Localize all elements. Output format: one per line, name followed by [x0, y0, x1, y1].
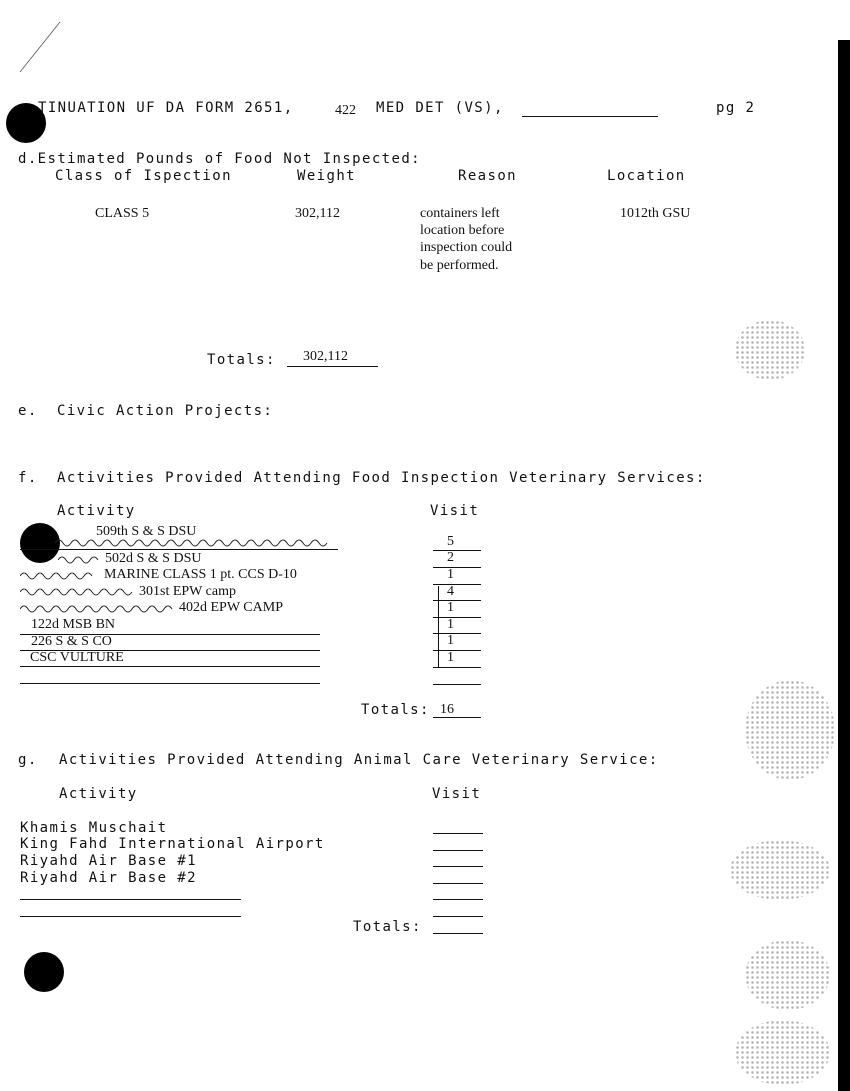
- section-g-visit-line: [433, 883, 483, 884]
- section-d-weight-value: 302,112: [295, 206, 340, 221]
- section-g-col-visit: Visit: [432, 786, 482, 802]
- section-e-letter: e.: [18, 403, 38, 419]
- section-g-visit-line: [433, 866, 483, 867]
- section-g-row-activity: King Fahd International Airport: [20, 836, 325, 852]
- section-d-totals-line: [287, 366, 378, 367]
- section-d-totals-value: 302,112: [303, 349, 348, 364]
- section-f-row-visit: 5: [447, 534, 454, 549]
- section-f-row-activity: 226 S & S CO: [31, 634, 112, 649]
- section-d-col-reason: Reason: [458, 168, 517, 184]
- section-g-row-activity: Khamis Muschait: [20, 820, 168, 836]
- section-f-activity-line: [20, 683, 320, 684]
- section-f-row-visit: 1: [447, 617, 454, 632]
- section-g-visit-line: [433, 916, 483, 917]
- section-f-row-visit: 1: [447, 650, 454, 665]
- section-f-row-activity: 301st EPW camp: [139, 584, 236, 599]
- struck-out-typing: [20, 570, 100, 582]
- section-f-col-activity: Activity: [57, 503, 136, 519]
- section-d-totals-label: Totals:: [207, 352, 276, 368]
- section-e-title: Civic Action Projects:: [57, 403, 274, 419]
- section-f-activity-line: [20, 549, 338, 550]
- section-f-visit-line: [433, 650, 481, 651]
- section-f-visit-line: [433, 633, 481, 634]
- section-f-totals-label: Totals:: [361, 702, 430, 718]
- struck-out-typing: [20, 603, 176, 615]
- section-d-col-location: Location: [607, 168, 686, 184]
- section-f-totals-value: 16: [440, 702, 454, 717]
- scan-edge-bar: [838, 40, 850, 1091]
- section-d-reason-line: inspection could: [420, 240, 513, 255]
- section-f-visit-line: [433, 600, 481, 601]
- section-f-visit-line: [433, 550, 481, 551]
- section-f-letter: f.: [18, 470, 38, 486]
- section-d-class-value: CLASS 5: [95, 206, 150, 221]
- section-d-reason-line: containers left: [420, 206, 500, 221]
- section-g-totals-label: Totals:: [353, 919, 422, 935]
- section-g-row-activity: Riyahd Air Base #2: [20, 870, 197, 886]
- section-f-totals-line: [433, 717, 481, 718]
- form-title: TINUATION UF DA FORM 2651,: [38, 100, 294, 116]
- section-f-visit-line: [433, 667, 481, 668]
- section-g-letter: g.: [18, 752, 38, 768]
- section-f-row-visit: 1: [447, 567, 454, 582]
- section-f-row-activity: CSC VULTURE: [30, 650, 124, 665]
- section-d-col-weight: Weight: [297, 168, 356, 184]
- section-f-row-visit: 2: [447, 550, 454, 565]
- scan-noise: [735, 1020, 830, 1085]
- section-f-activity-line: [20, 650, 320, 651]
- section-f-row-activity: MARINE CLASS 1 pt. CCS D-10: [104, 567, 297, 582]
- unit-number: 422: [335, 103, 356, 118]
- page-label: pg 2: [716, 100, 756, 116]
- scan-scratch-mark: [18, 20, 78, 75]
- scan-noise: [745, 940, 830, 1010]
- section-f-title: Activities Provided Attending Food Inspection Veterinary Services:: [57, 470, 706, 486]
- section-g-title: Activities Provided Attending Animal Care Veterinary Service:: [59, 752, 659, 768]
- section-d-col-class: Class of Ispection: [55, 168, 232, 184]
- section-d-location-value: 1012th GSU: [620, 206, 691, 221]
- section-f-visit-line: [433, 617, 481, 618]
- section-g-visit-line: [433, 833, 483, 834]
- section-g-activity-line: [20, 916, 241, 917]
- section-f-activity-line: [20, 634, 320, 635]
- section-g-col-activity: Activity: [59, 786, 138, 802]
- punch-hole-middle: [20, 523, 60, 563]
- section-g-totals-line: [433, 933, 483, 934]
- punch-hole-bottom: [24, 952, 64, 992]
- section-g-visit-line: [433, 850, 483, 851]
- section-g-row-activity: Riyahd Air Base #1: [20, 853, 197, 869]
- section-d-title: d.Estimated Pounds of Food Not Inspected:: [18, 151, 421, 167]
- section-g-visit-line: [433, 899, 483, 900]
- struck-out-typing: [20, 586, 136, 598]
- section-f-row-visit: 1: [447, 600, 454, 615]
- section-g-activity-line: [20, 899, 241, 900]
- scan-noise: [745, 680, 835, 780]
- section-f-visit-line: [433, 567, 481, 568]
- section-f-row-activity: 402d EPW CAMP: [179, 600, 283, 615]
- section-f-row-activity: 122d MSB BN: [31, 617, 116, 632]
- section-f-visit-line: [433, 684, 481, 685]
- section-f-col-visit: Visit: [430, 503, 480, 519]
- section-f-visit-line: [433, 584, 481, 585]
- scan-noise: [735, 320, 805, 380]
- struck-out-typing: [58, 554, 102, 566]
- section-f-row-activity: 509th S & S DSU: [96, 524, 197, 539]
- section-f-row-visit: 1: [447, 633, 454, 648]
- section-f-row-activity: 502d S & S DSU: [105, 551, 202, 566]
- header-blank-line: [522, 116, 658, 117]
- unit-name: MED DET (VS),: [376, 100, 504, 116]
- section-f-activity-line: [20, 666, 320, 667]
- section-f-visit-column-edge: [438, 586, 439, 668]
- scan-noise: [730, 840, 830, 900]
- section-f-row-visit: 4: [447, 584, 454, 599]
- section-d-reason-line: location before: [420, 223, 505, 238]
- section-d-reason-line: be performed.: [420, 258, 499, 273]
